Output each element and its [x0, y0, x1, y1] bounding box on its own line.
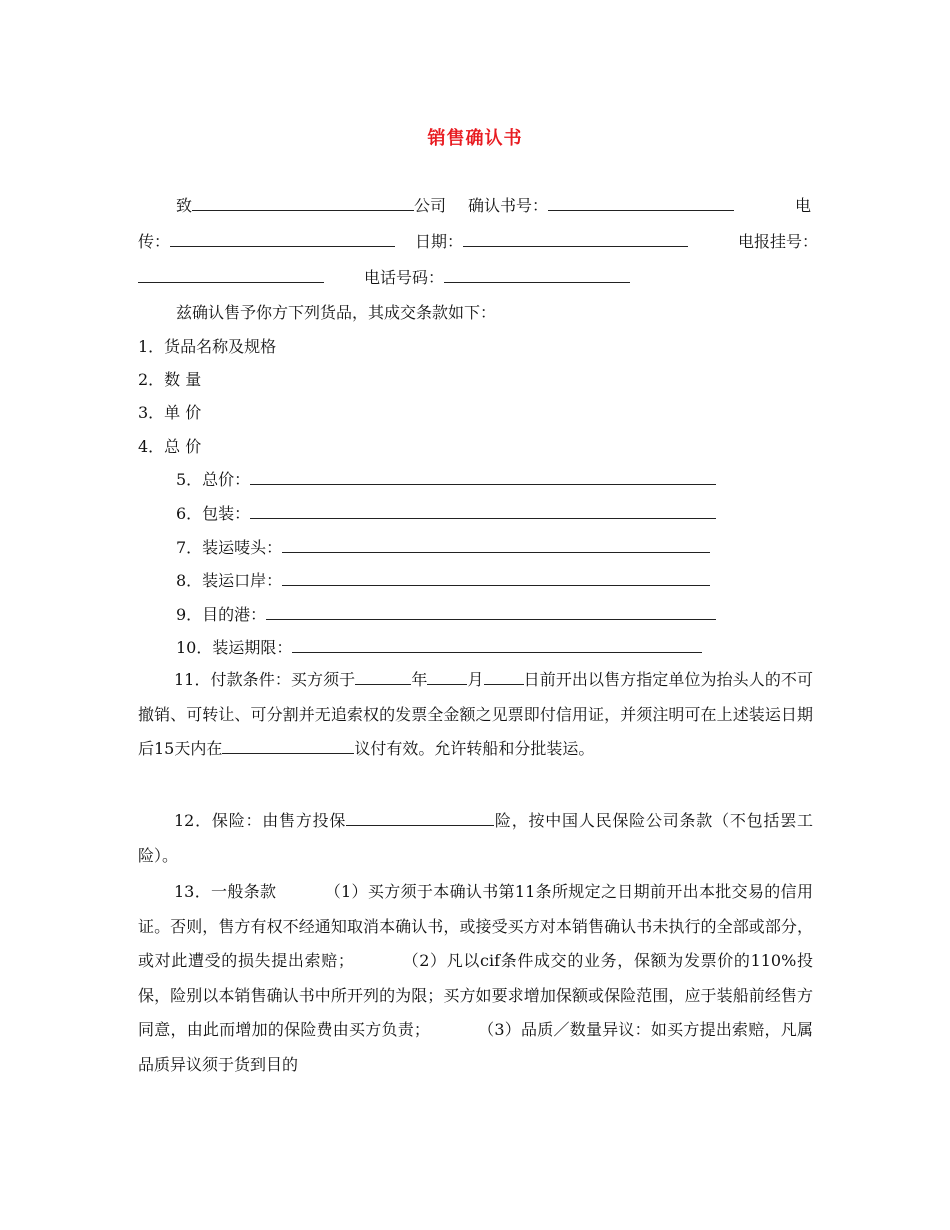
clause-12: [138, 804, 813, 873]
clause-11-a: 11．付款条件：买方须于: [174, 670, 356, 689]
item-7: [176, 537, 710, 559]
day-blank: [484, 669, 524, 685]
confirm-no-blank: [548, 195, 734, 211]
company-blank: [192, 195, 414, 211]
clause-12-b: 险，按中国人民保险公司条款（不包括罢工险）。: [138, 811, 813, 865]
to-label: 致: [176, 196, 193, 215]
item-5-blank: [250, 469, 716, 485]
clause-13-1: （1）买方须于本确认书第11条所规定之日期前开出本批交易的信用证。否则，售方有权不经通知取消本确认书，或接受买方对本销售确认书未执行的全部或部分，或对此遭受的损失提出索赔；: [138, 882, 813, 970]
item-10: [176, 637, 702, 659]
clause-11: [138, 663, 813, 767]
phone-label: 电话号码：: [364, 268, 445, 287]
item-6-blank: [250, 503, 716, 519]
item-8-blank: [282, 570, 710, 586]
clause-11-year: 年: [411, 670, 428, 689]
item-6-label: 6．包装：: [176, 504, 251, 523]
item-4: 4．总 价: [138, 437, 202, 456]
item-2: 2．数 量: [138, 370, 202, 389]
item-5: [176, 469, 716, 491]
item-10-blank: [292, 637, 702, 653]
clause-13: [138, 875, 813, 1082]
clause-11-month: 月: [467, 670, 484, 689]
clause-13-3: （3）品质／数量异议：如买方提出索赔，凡属品质异议须于货到目的: [138, 1020, 813, 1074]
item-10-label: 10．装运期限：: [176, 638, 293, 657]
item-7-blank: [282, 537, 710, 553]
cable-blank: [138, 267, 324, 283]
date-blank: [463, 231, 688, 247]
clause-13-2: （2）凡以cif条件成交的业务，保额为发票价的110%投保，险别以本销售确认书中所开列的为限；买方如要求增加保额或保险范围，应于装船前经售方同意，由此而增加的保险费由买方负责；: [138, 951, 813, 1039]
header-line-2: [138, 231, 688, 253]
fax-label-b: 传：: [138, 232, 171, 251]
cable-label: 电报挂号：: [738, 232, 819, 251]
insurance-blank: [346, 810, 494, 826]
clause-11-end: 议付有效。允许转船和分批装运。: [354, 739, 595, 758]
document-title: 销售确认书: [427, 128, 523, 149]
item-9-blank: [266, 604, 716, 620]
header-line-3: [138, 267, 630, 289]
item-3: 3．单 价: [138, 403, 202, 422]
item-5-label: 5．总价：: [176, 470, 251, 489]
date-label: 日期：: [415, 232, 464, 251]
fax-label-a: 电: [795, 196, 812, 215]
item-9-label: 9．目的港：: [176, 605, 267, 624]
item-6: [176, 503, 716, 525]
item-8: [176, 570, 710, 592]
header-line-1: [176, 195, 734, 217]
clause-12-a: 12．保险：由售方投保: [174, 811, 347, 830]
item-8-label: 8．装运口岸：: [176, 571, 283, 590]
year-blank: [355, 669, 411, 685]
item-7-label: 7．装运唛头：: [176, 538, 283, 557]
clause-13-title: 13．一般条款: [174, 882, 277, 901]
intro-text: 兹确认售予你方下列货品，其成交条款如下：: [176, 303, 497, 322]
phone-blank: [444, 267, 630, 283]
item-1: 1．货品名称及规格: [138, 337, 277, 356]
confirm-no-label: 确认书号：: [468, 196, 549, 215]
company-label: 公司: [414, 196, 447, 215]
item-9: [176, 604, 716, 626]
month-blank: [427, 669, 467, 685]
fax-blank: [170, 231, 395, 247]
clause-11-body: 日前开出以售方指定单位为抬头人的不可撤销、可转让、可分割并无追索权的发票全金额之见票即付信用证，并须注明可在上述装运日期后15天内在: [138, 670, 813, 758]
place-blank: [222, 738, 354, 754]
